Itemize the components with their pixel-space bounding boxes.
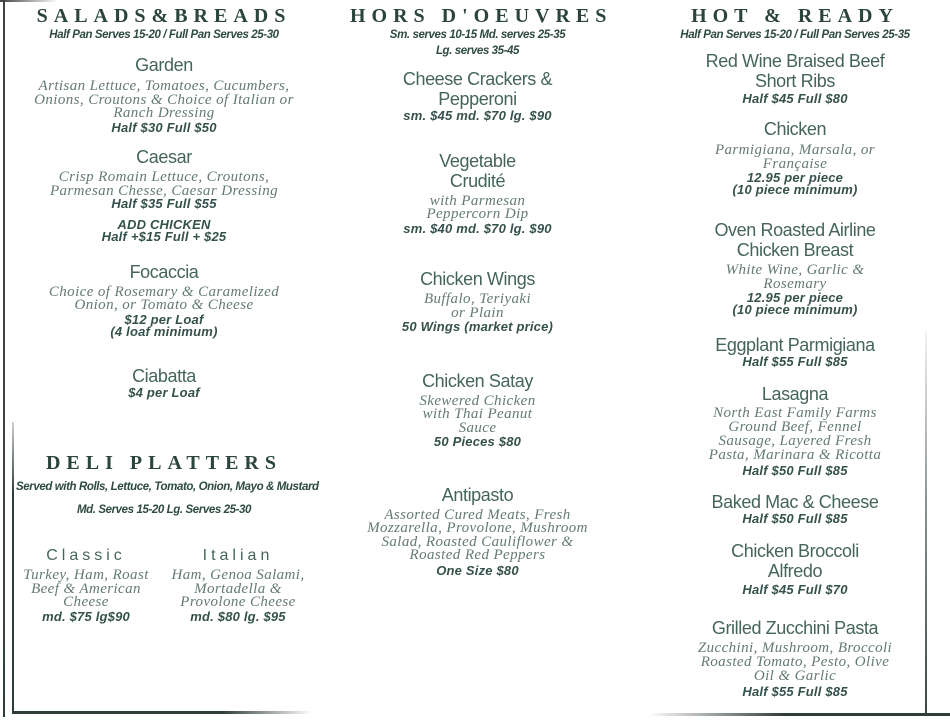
menu-item [16, 366, 312, 400]
item-name-line: Red Wine Braised Beef [705, 51, 885, 71]
item-price-line: sm. $45 md. $70 lg. $90 [403, 108, 552, 123]
item-description-line: Oil & Garlic [753, 667, 837, 684]
item-name-line: Caesar [136, 147, 192, 167]
item-price-line: Half $35 Full $55 [111, 196, 217, 211]
item-name-line: Crudité [449, 170, 506, 191]
item-description [164, 569, 312, 610]
menu-section [655, 6, 935, 698]
item-description-line: Pasta, Marinara & Ricotta [708, 447, 882, 463]
item-description-line: Choice of Rosemary & Caramelized [48, 283, 280, 300]
item-name-line: Pepperoni [438, 89, 517, 109]
menu-item [655, 119, 935, 197]
menu-column-hot-ready [655, 6, 935, 698]
item-name-line: Cheese Crackers & [402, 69, 553, 89]
item-price [350, 562, 605, 578]
item-description [16, 80, 312, 121]
item-price-line: (10 piece minimum) [732, 302, 858, 317]
item-price [655, 353, 935, 369]
menu-column-hors-doeuvres [350, 5, 613, 578]
item-name [655, 51, 935, 91]
item-price-line: 50 Wings (market price) [401, 319, 554, 334]
item-name [350, 485, 605, 505]
deli-platters-row [16, 547, 312, 647]
item-description-line: Roasted Tomato, Pesto, Olive [700, 653, 890, 670]
item-price [655, 289, 935, 317]
item-price-line: Half $55 Full $85 [742, 353, 848, 369]
section-subtitle-line: Sm. serves 10-15 Md. serves 25-35 [389, 29, 566, 41]
item-description [655, 641, 935, 683]
item-price-line: md. $75 lg$90 [42, 608, 130, 624]
menu-column-salads-breads [16, 5, 319, 647]
item-price-line: (10 piece minimum) [732, 182, 858, 197]
item-name [655, 492, 935, 512]
item-name-line: Vegetable [439, 150, 516, 171]
item-name-line: Lasagna [761, 384, 829, 404]
item-price-line: Half $50 Full $85 [742, 463, 848, 478]
item-description-line: Ground Beef, Fennel [728, 419, 862, 435]
item-price-line: Half $50 Full $85 [742, 510, 848, 526]
item-name [350, 151, 605, 191]
item-name-line: Oven Roasted Airline [714, 219, 876, 240]
menu-item [655, 220, 935, 317]
deli-box-bottom-border [12, 711, 312, 714]
item-name-line: Antipasto [441, 484, 514, 505]
section-subtitle-line: Half Pan Serves 15-20 / Full Pan Serves 25-30 [49, 29, 279, 41]
item-description [350, 506, 605, 563]
item-description-line: Artisan Lettuce, Tomatoes, Cucumbers, [38, 78, 290, 94]
item-price-line: 50 Pieces $80 [433, 434, 522, 449]
item-description-line: Parmesan Chesse, Caesar Dressing [49, 182, 279, 199]
item-description-line: Sauce [458, 419, 497, 436]
item-price-line: sm. $40 md. $70 lg. $90 [403, 220, 552, 236]
item-price [16, 384, 312, 400]
item-price-line: $12 per Loaf [124, 311, 204, 327]
item-description [16, 569, 156, 610]
item-description-line: Turkey, Ham, Roast [23, 567, 149, 583]
item-description-line: Mortadella & [194, 580, 282, 597]
item-price [350, 220, 605, 236]
item-description-line: North East Family Farms [713, 405, 877, 421]
item-description-line: Beef & American [31, 580, 141, 597]
menu-item [16, 547, 156, 623]
item-description-line: Skewered Chicken [419, 392, 536, 409]
hot-ready-box-bottom-border [648, 713, 950, 716]
item-description [350, 392, 605, 436]
item-name-line: Garden [135, 55, 193, 75]
item-description-line: Sausage, Layered Fresh [718, 433, 872, 449]
item-price [16, 311, 312, 339]
item-name-line: Chicken Wings [420, 269, 535, 289]
item-description-line: Crisp Romain Lettuce, Croutons, [58, 169, 270, 185]
menu-item [655, 335, 935, 369]
item-description-line: with Parmesan [429, 192, 526, 209]
item-name [16, 366, 312, 386]
menu-item [655, 51, 935, 106]
item-description-line: Salad, Roasted Cauliflower & [381, 533, 574, 550]
item-price-line: (4 loaf minimum) [110, 324, 218, 339]
item-description-line: Peppercorn Dip [426, 206, 529, 222]
menu-item [16, 262, 312, 339]
item-name [164, 547, 312, 565]
item-name [655, 384, 935, 404]
item-name-line: Grilled Zucchini Pasta [711, 617, 879, 638]
item-name-line: Classic [46, 547, 126, 564]
item-description-line: Française [762, 155, 828, 172]
deli-box-left-border [12, 422, 14, 713]
item-name-line: Chicken [763, 118, 827, 139]
item-price-line: Half $55 Full $85 [742, 683, 848, 699]
menu-item [350, 151, 605, 236]
menu-section [16, 452, 319, 647]
menu-item [350, 269, 605, 334]
item-price [16, 198, 312, 211]
item-price-line: md. $80 lg. $95 [190, 608, 286, 624]
item-description-line: Ranch Dressing [113, 105, 215, 121]
item-name-line: Chicken Satay [422, 370, 533, 391]
item-price [350, 110, 605, 123]
item-name-line: Short Ribs [754, 71, 836, 91]
item-description-line: Mozzarella, Provolone, Mushroom [367, 520, 588, 536]
item-description-line: White Wine, Garlic & [725, 261, 865, 278]
item-name [350, 371, 605, 391]
item-price [655, 584, 935, 597]
item-price-line: Half $45 Full $70 [742, 582, 848, 597]
item-price-line: 12.95 per piece [746, 289, 844, 305]
section-subtitle-line: Md. Serves 15-20 Lg. Serves 25-30 [76, 504, 252, 516]
section-subtitle-line: Lg. serves 35-45 [435, 45, 520, 57]
menu-item [350, 371, 605, 449]
item-price-line: $4 per Loaf [128, 384, 200, 400]
item-name-line: Alfredo [767, 561, 823, 581]
item-price [655, 169, 935, 197]
item-addon-line: ADD CHICKEN [117, 216, 211, 232]
item-price [16, 119, 312, 135]
item-price [350, 436, 605, 449]
item-price [164, 608, 312, 624]
section-subtitle-line: Served with Rolls, Lettuce, Tomato, Onion, Mayo & Mustard [16, 481, 319, 493]
item-description [655, 406, 935, 462]
item-addon-line: Half +$15 Full + $25 [101, 229, 227, 244]
item-name-line: Ciabatta [132, 365, 196, 386]
item-name [350, 269, 605, 289]
item-name [655, 220, 935, 260]
item-price [655, 510, 935, 526]
item-price [16, 608, 156, 624]
item-name-line: Eggplant Parmigiana [715, 334, 875, 355]
section-subtitle-line: Half Pan Serves 15-20 / Full Pan Serves 25-35 [680, 29, 910, 41]
item-name-line: Chicken Broccoli [731, 541, 859, 561]
item-price-line: Half $30 Full $50 [111, 119, 217, 135]
item-price [350, 321, 605, 334]
section-title: HOT & READY [691, 5, 899, 27]
item-name [655, 119, 935, 139]
item-description-line: Onions, Croutons & Choice of Italian or [34, 91, 294, 108]
menu-item [16, 55, 312, 134]
item-name-line: Italian [202, 547, 274, 564]
item-addon-note [16, 216, 312, 244]
item-description-line: Onion, or Tomato & Cheese [74, 297, 254, 313]
item-description [350, 293, 605, 320]
item-description [16, 171, 312, 198]
item-name [16, 55, 312, 75]
item-description-line: with Thai Peanut [422, 406, 533, 422]
menu-item [350, 485, 605, 578]
item-price-line: Half $45 Full $80 [742, 91, 848, 106]
section-title: SALADS&BREADS [36, 5, 292, 27]
page-left-border [3, 0, 5, 717]
section-title: HORS D'OEUVRES [350, 5, 613, 27]
item-price-line: One Size $80 [436, 562, 519, 578]
menu-section [16, 6, 312, 399]
item-name [655, 618, 935, 638]
item-description-line: Assorted Cured Meats, Fresh [384, 506, 571, 523]
item-description [655, 143, 935, 171]
menu-item [16, 147, 312, 244]
item-description-line: Cheese [63, 594, 109, 610]
item-name-line: Focaccia [129, 261, 199, 282]
item-price [655, 465, 935, 478]
item-name [655, 541, 935, 581]
item-description-line: Provolone Cheese [180, 594, 296, 610]
item-description-line: Ham, Genoa Salami, [171, 567, 305, 583]
menu-item [655, 618, 935, 699]
item-name [350, 69, 605, 109]
item-description-line: Zucchini, Mushroom, Broccoli [697, 639, 893, 656]
section-title: DELI PLATTERS [45, 452, 282, 474]
menu-item [655, 384, 935, 478]
item-name-line: Baked Mac & Cheese [711, 491, 879, 512]
item-name [16, 262, 312, 282]
menu-section [350, 5, 613, 578]
item-description-line: Parmigiana, Marsala, or [714, 141, 876, 158]
item-price [655, 93, 935, 106]
item-description-line: or Plain [451, 304, 504, 321]
page-top-left-border [0, 0, 58, 2]
menu-item [164, 547, 312, 623]
item-description [16, 283, 312, 313]
menu-item [655, 492, 935, 526]
item-price-line: 12.95 per piece [746, 169, 844, 185]
item-description-line: Buffalo, Teriyaki [423, 291, 532, 307]
item-name [16, 147, 312, 167]
item-name-line: Chicken Breast [736, 239, 854, 260]
item-description-line: Roasted Red Peppers [409, 547, 546, 563]
item-name [16, 547, 156, 565]
item-description [655, 263, 935, 291]
item-name [655, 335, 935, 355]
item-description-line: Rosemary [763, 275, 827, 292]
menu-item [655, 541, 935, 597]
item-price [655, 683, 935, 699]
menu-item [350, 69, 605, 123]
item-description [350, 192, 605, 222]
